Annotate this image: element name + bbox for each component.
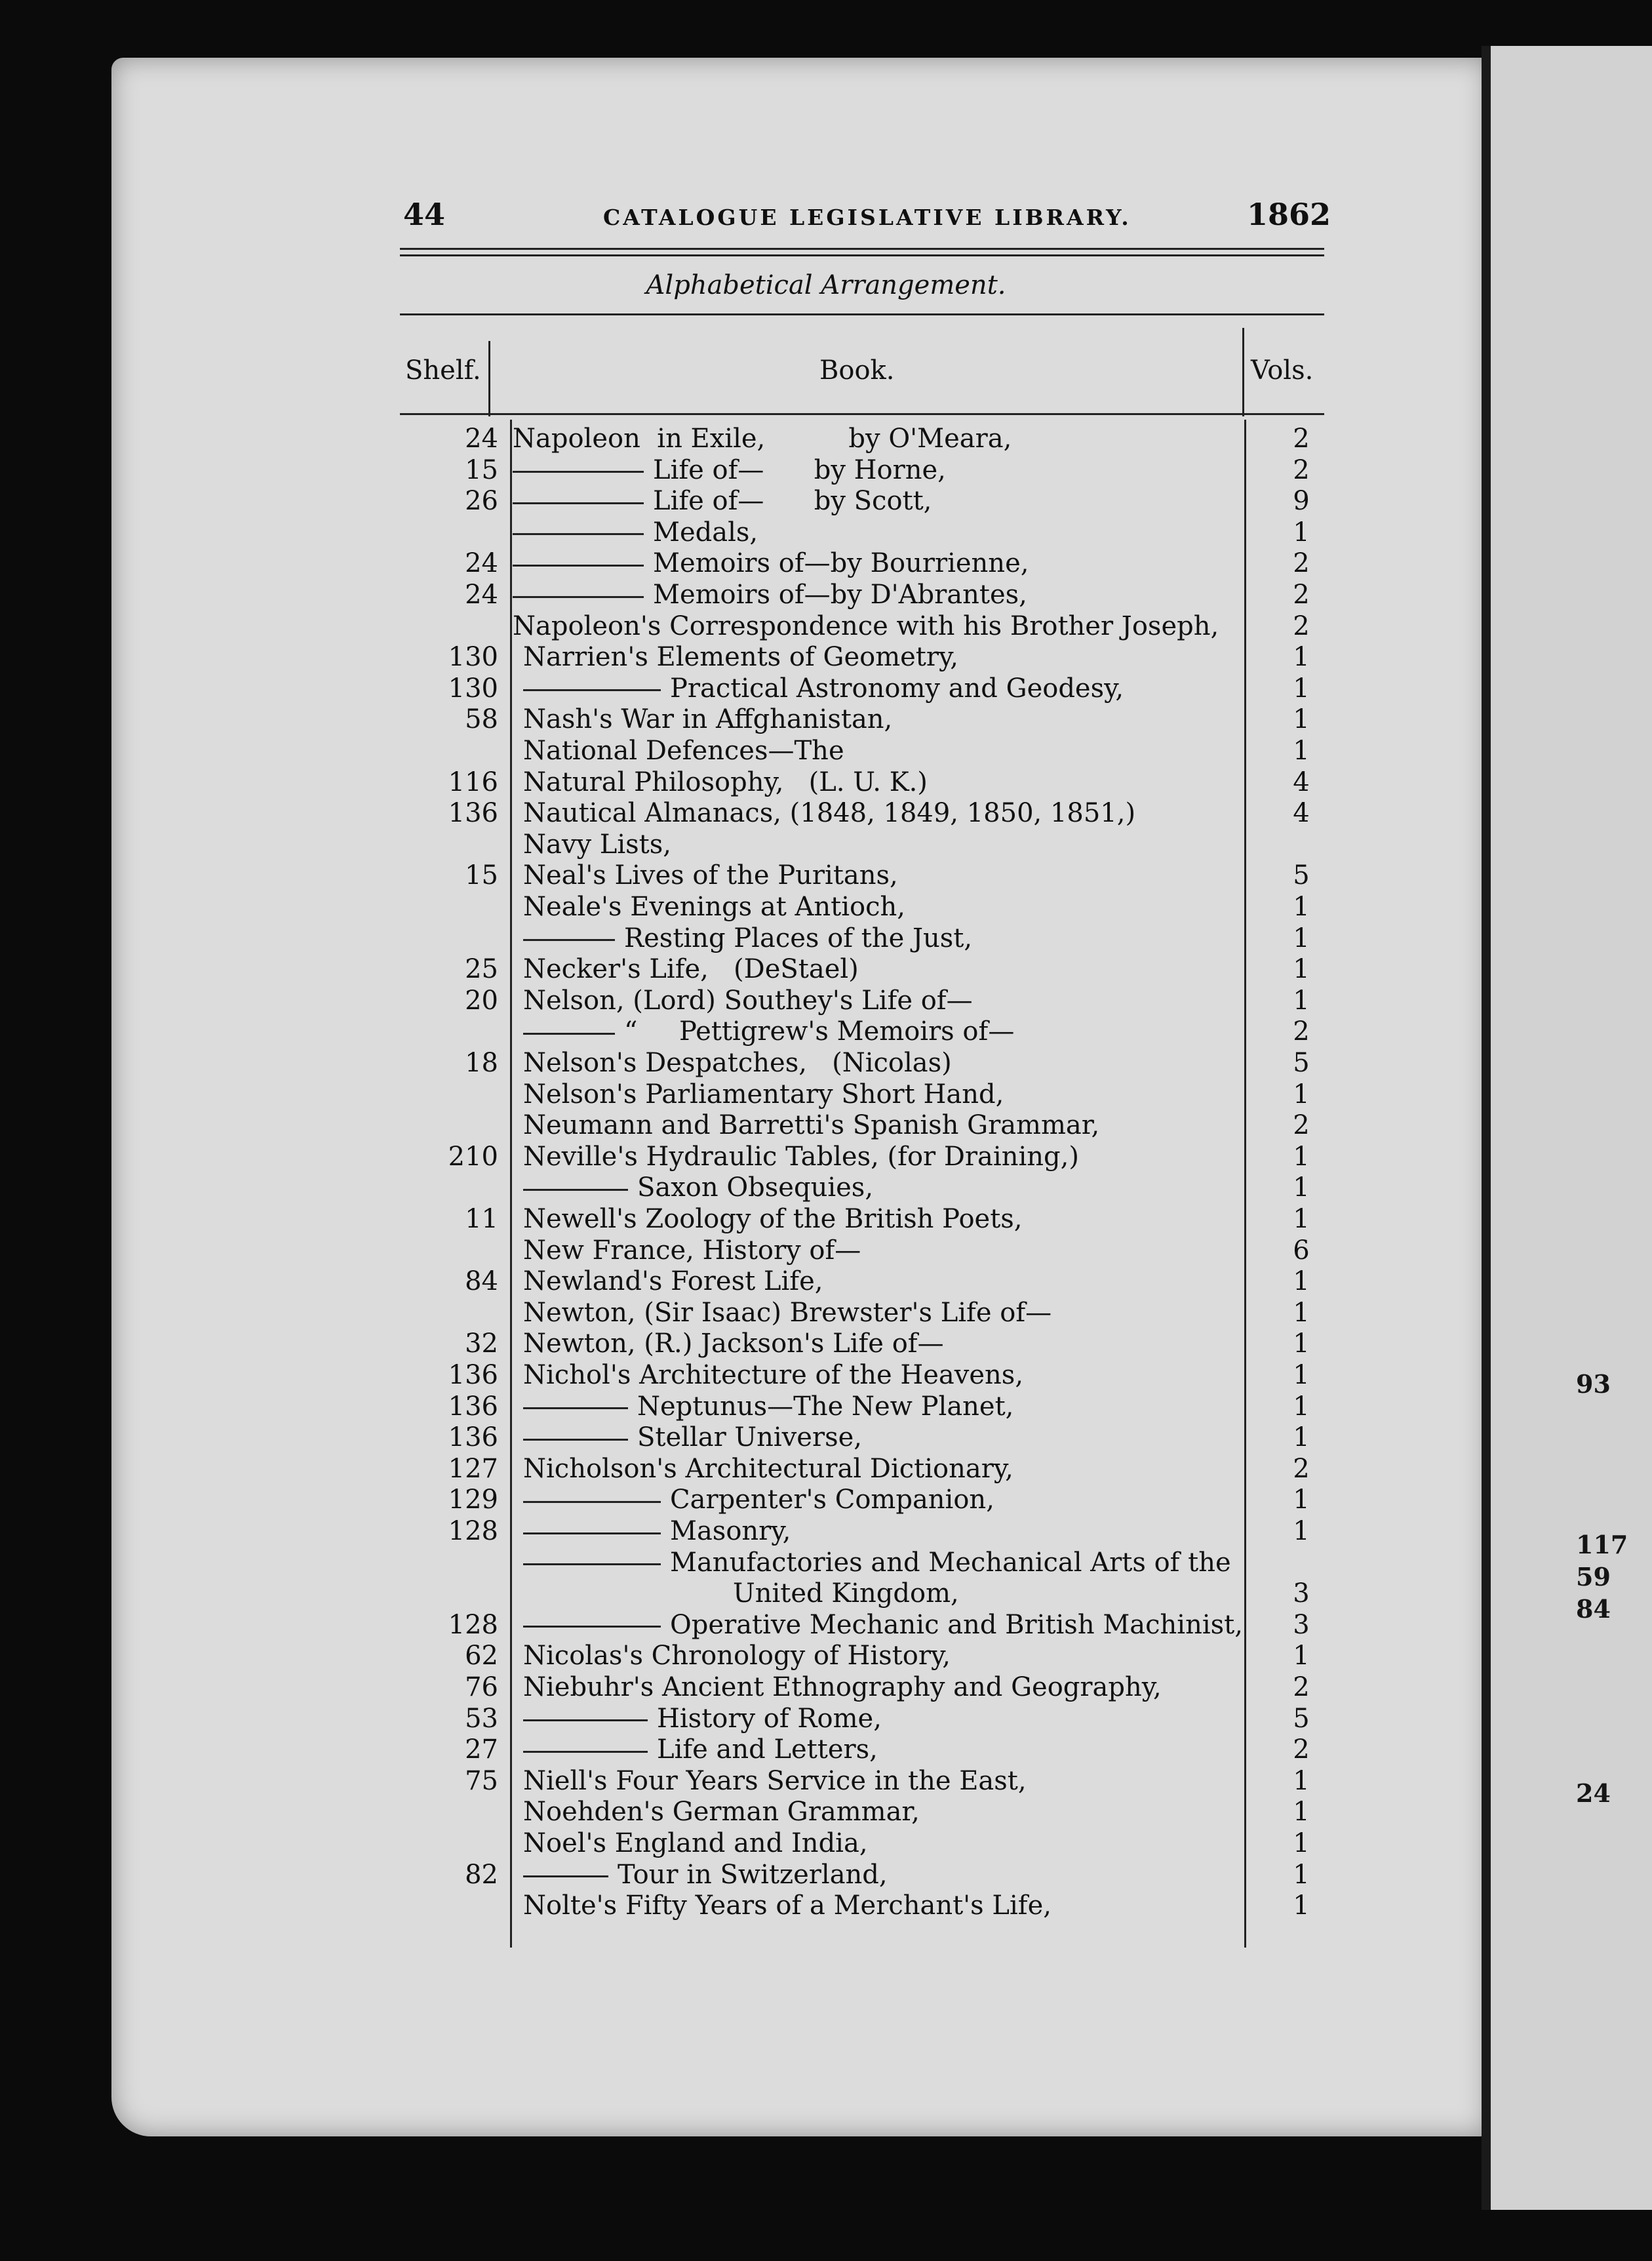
volume-count: 1 — [1293, 1859, 1310, 1890]
book-title: Nelson's Despatches, (Nicolas) — [523, 1048, 952, 1078]
book-title: Newland's Forest Life, — [523, 1266, 823, 1297]
book-title: Narrien's Elements of Geometry, — [523, 642, 959, 673]
table-row — [0, 704, 1652, 735]
running-title: CATALOGUE LEGISLATIVE LIBRARY. — [603, 205, 1131, 230]
ditto-dash — [523, 1626, 661, 1628]
book-title: Saxon Obsequies, — [523, 1172, 873, 1203]
volume-count: 3 — [1293, 1609, 1310, 1640]
shelf-number: 24 — [465, 424, 498, 454]
shelf-number: 127 — [448, 1453, 498, 1484]
volume-count: 6 — [1293, 1235, 1310, 1266]
book-title: Medals, — [513, 517, 758, 548]
table-row — [0, 517, 1652, 548]
volume-count: 1 — [1293, 517, 1310, 548]
table-row — [0, 860, 1652, 891]
volume-count: 2 — [1293, 1672, 1310, 1702]
book-title: Neal's Lives of the Puritans, — [523, 860, 898, 891]
header-rule — [400, 248, 1324, 250]
book-title: Necker's Life, (DeStael) — [523, 954, 859, 985]
table-row — [0, 486, 1652, 517]
book-title: Neale's Evenings at Antioch, — [523, 892, 905, 922]
volume-count: 1 — [1293, 1422, 1310, 1453]
column-header-vols: Vols. — [1251, 355, 1314, 386]
table-row — [0, 1360, 1652, 1391]
ditto-dash — [523, 1563, 661, 1565]
volume-count: 1 — [1293, 1797, 1310, 1828]
table-row — [0, 1204, 1652, 1235]
book-title: Noel's England and India, — [523, 1828, 868, 1858]
shelf-number: 53 — [465, 1703, 498, 1734]
facing-page-number: 117 — [1576, 1530, 1628, 1559]
volume-count: 1 — [1293, 923, 1310, 953]
book-title: Newton, (Sir Isaac) Brewster's Life of— — [523, 1297, 1052, 1328]
book-title: “ Pettigrew's Memoirs of— — [523, 1016, 1014, 1047]
volume-count: 1 — [1293, 1172, 1310, 1203]
column-divider — [488, 341, 490, 416]
shelf-number: 84 — [465, 1266, 498, 1297]
ditto-dash — [513, 533, 644, 535]
book-title: Newton, (R.) Jackson's Life of— — [523, 1329, 944, 1359]
volume-count: 1 — [1293, 1391, 1310, 1422]
volume-count: 5 — [1293, 1703, 1310, 1734]
volume-count: 2 — [1293, 580, 1310, 610]
volume-count: 2 — [1293, 454, 1310, 485]
book-title: Nichol's Architecture of the Heavens, — [523, 1360, 1024, 1390]
ditto-dash — [523, 1719, 648, 1721]
book-title: Napoleon in Exile, by O'Meara, — [513, 424, 1012, 454]
volume-count: 2 — [1293, 610, 1310, 641]
table-row — [0, 1235, 1652, 1266]
book-title: Neville's Hydraulic Tables, (for Draining,) — [523, 1141, 1079, 1172]
column-header-rule — [400, 413, 1324, 415]
book-title: New France, History of— — [523, 1235, 861, 1266]
table-row — [0, 1391, 1652, 1422]
book-title: Tour in Switzerland, — [523, 1860, 888, 1890]
book-title: Neumann and Barretti's Spanish Grammar, — [523, 1110, 1100, 1141]
ditto-dash — [523, 1751, 648, 1753]
book-title: Napoleon's Correspondence with his Brother Joseph, — [513, 610, 1219, 641]
table-row — [0, 923, 1652, 954]
ditto-dash — [523, 1033, 615, 1035]
book-title: Practical Astronomy and Geodesy, — [523, 673, 1124, 704]
table-row — [0, 1734, 1652, 1765]
table-row — [0, 673, 1652, 704]
shelf-number: 129 — [448, 1485, 498, 1515]
table-row — [0, 954, 1652, 985]
book-title: Nelson, (Lord) Southey's Life of— — [523, 985, 973, 1016]
book-title: History of Rome, — [523, 1704, 882, 1734]
section-subtitle: Alphabetical Arrangement. — [646, 270, 1006, 300]
table-row — [0, 767, 1652, 798]
book-title: Newell's Zoology of the British Poets, — [523, 1204, 1023, 1234]
volume-count: 2 — [1293, 548, 1310, 579]
ditto-dash — [513, 565, 644, 567]
book-title: Navy Lists, — [523, 829, 671, 860]
subtitle-rule — [400, 313, 1324, 315]
table-row — [0, 1298, 1652, 1329]
table-row — [0, 1266, 1652, 1297]
volume-count: 2 — [1293, 1453, 1310, 1484]
table-row — [0, 1079, 1652, 1110]
shelf-number: 15 — [465, 454, 498, 485]
table-row — [0, 1797, 1652, 1828]
volume-count: 1 — [1293, 1765, 1310, 1796]
shelf-number: 116 — [448, 767, 498, 797]
shelf-number: 76 — [465, 1672, 498, 1702]
header-rule — [400, 254, 1324, 256]
book-title: United Kingdom, — [733, 1578, 959, 1609]
volume-count: 4 — [1293, 767, 1310, 797]
table-row — [0, 1860, 1652, 1891]
book-title: Stellar Universe, — [523, 1422, 862, 1452]
ditto-dash — [523, 1189, 628, 1191]
table-row — [0, 1891, 1652, 1921]
book-title: Noehden's German Grammar, — [523, 1797, 920, 1828]
shelf-number: 11 — [465, 1204, 498, 1234]
shelf-number: 15 — [465, 860, 498, 891]
table-row — [0, 830, 1652, 860]
volume-count: 1 — [1293, 985, 1310, 1016]
book-title: Operative Mechanic and British Machinist, — [523, 1610, 1243, 1640]
table-row — [0, 736, 1652, 767]
facing-page-number: 59 — [1576, 1562, 1611, 1591]
book-title: Carpenter's Companion, — [523, 1485, 994, 1515]
volume-count: 3 — [1293, 1578, 1310, 1609]
volume-count: 9 — [1293, 486, 1310, 517]
book-title: Life of— by Horne, — [513, 455, 946, 485]
table-row — [0, 455, 1652, 486]
table-row — [0, 424, 1652, 454]
volume-count: 1 — [1293, 1516, 1310, 1546]
volume-count: 1 — [1293, 1204, 1310, 1234]
table-row — [0, 1142, 1652, 1172]
ditto-dash — [513, 471, 644, 473]
table-row — [0, 580, 1652, 610]
book-title: Manufactories and Mechanical Arts of the — [523, 1548, 1231, 1578]
table-row — [0, 1828, 1652, 1859]
volume-count: 1 — [1293, 892, 1310, 922]
year: 1862 — [1247, 197, 1331, 232]
shelf-number: 130 — [448, 642, 498, 673]
shelf-number: 136 — [448, 1360, 498, 1390]
ditto-dash — [523, 1875, 608, 1877]
table-row — [0, 1672, 1652, 1703]
table-row — [0, 1329, 1652, 1359]
table-row — [0, 1704, 1652, 1734]
volume-count: 1 — [1293, 1266, 1310, 1297]
volume-count: 1 — [1293, 673, 1310, 704]
table-row — [0, 986, 1652, 1016]
table-row — [0, 1610, 1652, 1641]
table-row — [0, 1641, 1652, 1671]
volume-count: 1 — [1293, 1360, 1310, 1390]
volume-count: 1 — [1293, 1828, 1310, 1858]
table-row — [0, 892, 1652, 923]
table-row — [0, 548, 1652, 579]
volume-count: 2 — [1293, 1734, 1310, 1765]
shelf-number: 136 — [448, 1391, 498, 1422]
book-title: Life and Letters, — [523, 1734, 878, 1765]
shelf-number: 210 — [448, 1141, 498, 1172]
table-row — [0, 1172, 1652, 1203]
table-row — [0, 1548, 1652, 1578]
shelf-number: 24 — [465, 548, 498, 579]
volume-count: 1 — [1293, 1141, 1310, 1172]
book-title: Resting Places of the Just, — [523, 923, 972, 953]
volume-count: 5 — [1293, 1048, 1310, 1078]
ditto-dash — [513, 596, 644, 598]
book-title: Niebuhr's Ancient Ethnography and Geography, — [523, 1672, 1162, 1702]
book-title: Nautical Almanacs, (1848, 1849, 1850, 1851,) — [523, 798, 1136, 829]
book-title: Memoirs of—by Bourrienne, — [513, 548, 1029, 578]
table-row — [0, 1485, 1652, 1515]
book-title: Masonry, — [523, 1516, 791, 1546]
shelf-number: 128 — [448, 1516, 498, 1546]
shelf-number: 32 — [465, 1329, 498, 1359]
volume-count: 5 — [1293, 860, 1310, 891]
book-title: National Defences—The — [523, 736, 844, 766]
shelf-number: 82 — [465, 1859, 498, 1890]
volume-count: 1 — [1293, 736, 1310, 766]
shelf-number: 20 — [465, 985, 498, 1016]
column-header-shelf: Shelf. — [405, 355, 481, 386]
shelf-number: 58 — [465, 704, 498, 735]
volume-count: 1 — [1293, 1641, 1310, 1671]
shelf-number: 18 — [465, 1048, 498, 1078]
table-row — [0, 611, 1652, 642]
ditto-dash — [523, 1407, 628, 1409]
facing-page-number: 93 — [1576, 1369, 1611, 1399]
shelf-number: 130 — [448, 673, 498, 704]
book-title: Nash's War in Affghanistan, — [523, 704, 893, 735]
book-title: Niell's Four Years Service in the East, — [523, 1765, 1027, 1796]
volume-count: 1 — [1293, 1329, 1310, 1359]
shelf-number: 27 — [465, 1734, 498, 1765]
volume-count: 4 — [1293, 798, 1310, 829]
shelf-number: 128 — [448, 1609, 498, 1640]
volume-count: 1 — [1293, 704, 1310, 735]
table-row — [0, 1110, 1652, 1141]
volume-count: 1 — [1293, 1079, 1310, 1110]
table-row — [0, 1016, 1652, 1047]
volume-count: 1 — [1293, 1891, 1310, 1921]
book-title: Nicolas's Chronology of History, — [523, 1641, 951, 1671]
facing-page-number: 84 — [1576, 1594, 1611, 1624]
volume-count: 1 — [1293, 1297, 1310, 1328]
facing-page-number: 24 — [1576, 1778, 1611, 1808]
table-row — [0, 1048, 1652, 1079]
book-title: Natural Philosophy, (L. U. K.) — [523, 767, 928, 797]
table-row — [0, 1766, 1652, 1797]
table-row — [0, 798, 1652, 829]
volume-count: 2 — [1293, 1110, 1310, 1141]
ditto-dash — [523, 1439, 628, 1441]
volume-count: 1 — [1293, 642, 1310, 673]
table-row — [0, 1578, 1652, 1609]
book-title: Memoirs of—by D'Abrantes, — [513, 580, 1027, 610]
volume-count: 1 — [1293, 954, 1310, 985]
table-row — [0, 1454, 1652, 1485]
ditto-dash — [523, 1501, 661, 1503]
shelf-number: 136 — [448, 798, 498, 829]
table-row — [0, 642, 1652, 673]
table-row — [0, 1516, 1652, 1547]
shelf-number: 75 — [465, 1765, 498, 1796]
book-title: Nelson's Parliamentary Short Hand, — [523, 1079, 1004, 1110]
table-row — [0, 1422, 1652, 1453]
volume-count: 2 — [1293, 424, 1310, 454]
book-title: Nicholson's Architectural Dictionary, — [523, 1453, 1013, 1484]
book-title: Life of— by Scott, — [513, 486, 932, 516]
ditto-dash — [523, 689, 661, 691]
book-title: Neptunus—The New Planet, — [523, 1391, 1013, 1422]
shelf-number: 25 — [465, 954, 498, 985]
shelf-number: 24 — [465, 580, 498, 610]
shelf-number: 26 — [465, 486, 498, 517]
shelf-number: 62 — [465, 1641, 498, 1671]
ditto-dash — [513, 502, 644, 504]
volume-count: 1 — [1293, 1485, 1310, 1515]
column-header-book: Book. — [819, 355, 895, 386]
ditto-dash — [523, 939, 615, 941]
book-title: Nolte's Fifty Years of a Merchant's Life, — [523, 1891, 1052, 1921]
column-divider — [1242, 328, 1244, 416]
volume-count: 2 — [1293, 1016, 1310, 1047]
ditto-dash — [523, 1532, 661, 1534]
page-number: 44 — [403, 197, 446, 232]
shelf-number: 136 — [448, 1422, 498, 1453]
